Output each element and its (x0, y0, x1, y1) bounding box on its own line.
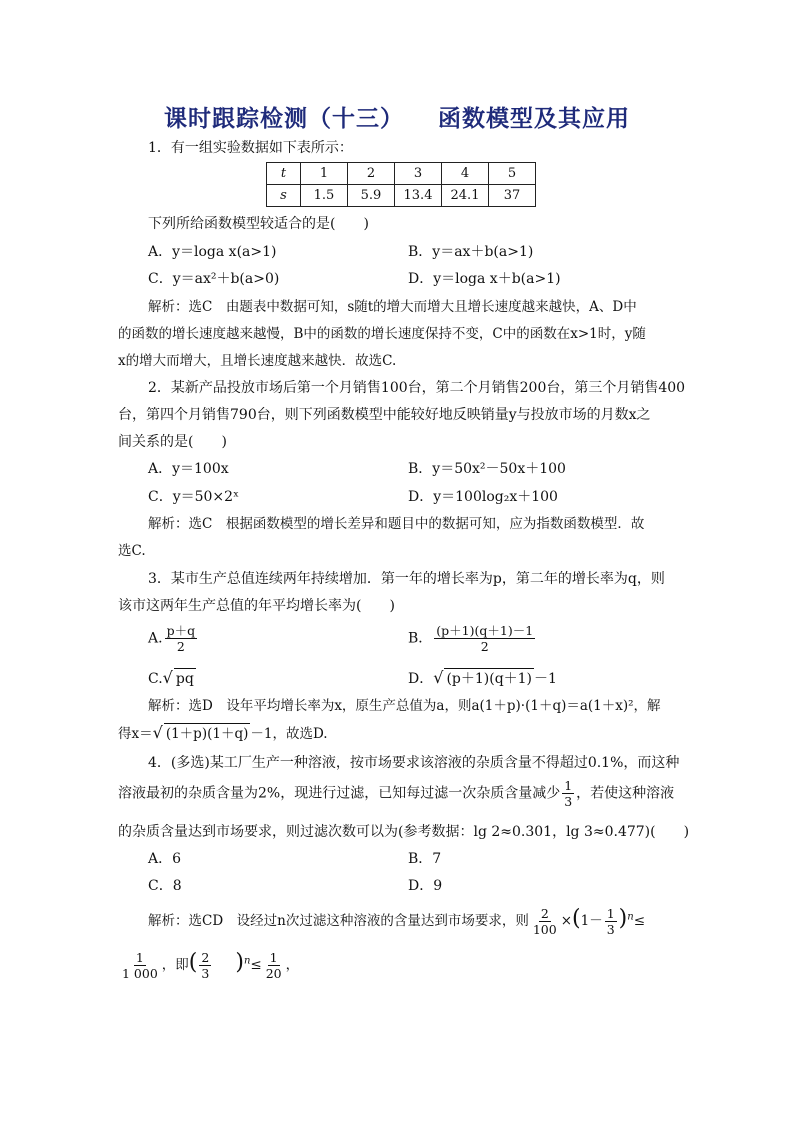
table-cell: 1.5 (301, 185, 348, 207)
q3-line2: 该市这两年生产总值的年平均增长率为( ) (118, 598, 395, 614)
sqrt-icon: √ (433, 668, 444, 687)
answer-text: 得x＝ (118, 726, 153, 742)
q4-answer-line1: 解析：选CD 设经过n次过滤这种溶液的含量达到市场要求，则 $\frac{2}{100}$ ×(1－ $\frac{1}{3}$ )$^n$≤ (148, 906, 646, 937)
sqrt-icon: √ (162, 668, 173, 687)
q2-line2: 台，第四个月销售790台，则下列函数模型中能较好地反映销量y与投放市场的月数x之 (118, 407, 651, 423)
q2-line3: 间关系的是( ) (118, 434, 227, 450)
denominator: 1 000 (122, 966, 158, 981)
numerator: 2 (540, 906, 549, 921)
q4-option-a: A．6 (148, 851, 182, 867)
answer-text: ≤ (250, 957, 262, 973)
paren-open-icon: ( (572, 906, 581, 931)
table-cell: 24.1 (442, 185, 489, 207)
denominator: 2 (480, 639, 489, 654)
table-row-s (267, 185, 536, 207)
answer-text: ，即 (161, 957, 189, 973)
table-cell: t (267, 163, 301, 185)
denominator: 3 (606, 922, 615, 937)
option-label: B． (408, 630, 433, 647)
q1-stem: 1．有一组实验数据如下表所示： (148, 140, 353, 156)
denominator: 3 (564, 794, 573, 809)
numerator: p＋q (166, 623, 196, 638)
page-title (0, 100, 794, 133)
q2-answer-line2: 选C. (118, 543, 146, 559)
q3-answer-line1: 解析：选D 设年平均增长率为x，原生产总值为a，则a(1＋p)·(1＋q)＝a(1＋x)²，解 (148, 698, 661, 714)
title-part1: 课时跟踪检测（十三） (164, 106, 404, 132)
radicand: (p＋1)(q＋1) (444, 668, 534, 689)
fraction (531, 906, 559, 937)
table-row-t (267, 163, 536, 185)
radicand: pq (174, 668, 196, 689)
numerator: 2 (201, 950, 210, 965)
paren-close-icon: ) (618, 906, 628, 931)
table-cell: 1 (301, 163, 348, 185)
fraction (165, 623, 198, 654)
fraction (434, 623, 535, 654)
fraction (199, 950, 211, 981)
q4-option-b: B．7 (408, 851, 442, 867)
table-cell: s (267, 185, 301, 207)
table-cell: 4 (442, 163, 489, 185)
q4-option-d: D．9 (408, 878, 443, 894)
q1-answer-line1: 解析：选C 由题表中数据可知，s随t的增大而增大且增长速度越来越快，A、D中 (148, 299, 637, 315)
times-sign: × (560, 913, 573, 929)
numerator: 1 (135, 950, 144, 965)
option-label: D． (408, 671, 434, 687)
q2-line1: 2．某新产品投放市场后第一个月销售100台，第二个月销售200台，第三个月销售400 (148, 380, 686, 396)
q4-line3: 的杂质含量达到市场要求，则过滤次数可以为(参考数据：lg 2≈0.301，lg 3≈0.477)( ) (118, 824, 690, 840)
q2-option-a: A．y＝100x (148, 461, 229, 477)
q1-answer-line2: 的函数的增长速度越来越慢，B中的函数的增长速度保持不变，C中的函数在x>1时，y随 (118, 326, 646, 342)
q1-option-d: D．y＝loga x＋b(a>1) (408, 271, 561, 287)
q4-line2 (118, 778, 674, 809)
q1-option-a: A．y＝loga x(a>1) (148, 244, 277, 260)
answer-text: 解析：选CD 设经过n次过滤这种溶液的含量达到市场要求，则 (148, 913, 529, 929)
q3-answer-line2 (118, 723, 328, 744)
q1-data-table (266, 162, 536, 207)
table-cell: 37 (489, 185, 536, 207)
fraction (264, 950, 284, 981)
q2-option-b: B．y＝50x²－50x＋100 (408, 461, 566, 477)
radicand: (1＋p)(1＋q) (164, 723, 251, 744)
option-label: A. (148, 630, 163, 647)
numerator: 1 (606, 906, 615, 921)
q1-option-c: C．y＝ax²＋b(a>0) (148, 271, 280, 287)
denominator: 20 (265, 966, 282, 981)
numerator: 1 (269, 950, 278, 965)
title-part2: 函数模型及其应用 (438, 106, 630, 132)
table-cell: 13.4 (395, 185, 442, 207)
option-tail: －1 (534, 671, 557, 687)
fraction (120, 950, 160, 981)
q2-option-d: D．y＝100log₂x＋100 (408, 489, 558, 505)
question-text: 溶液最初的杂质含量为2%，现进行过滤，已知每过滤一次杂质含量减少 (118, 785, 561, 802)
sqrt-icon: √ (152, 723, 163, 742)
q3-option-b (408, 623, 537, 654)
table-cell: 5 (489, 163, 536, 185)
q4-option-c: C．8 (148, 878, 182, 894)
q3-option-a (148, 623, 199, 654)
option-label: C. (148, 671, 163, 687)
table-cell: 2 (348, 163, 395, 185)
denominator: 100 (532, 922, 557, 937)
denominator: 3 (201, 966, 210, 981)
table-cell: 3 (395, 163, 442, 185)
q2-option-c: C．y＝50×2ˣ (148, 489, 240, 505)
q1-answer-line3: x的增大而增大，且增长速度越来越快．故选C. (118, 353, 397, 369)
q1-option-b: B．y＝ax＋b(a>1) (408, 244, 534, 260)
fraction (605, 906, 617, 937)
q3-option-c (148, 668, 196, 689)
answer-text: ， (285, 957, 300, 973)
q1-prompt: 下列所给函数模型较适合的是( ) (148, 216, 369, 232)
answer-text: －1，故选D. (250, 726, 328, 742)
numerator: (p＋1)(q＋1)－1 (436, 623, 534, 638)
table-cell: 5.9 (348, 185, 395, 207)
q3-option-d (408, 668, 557, 689)
q4-answer-line2: $\frac{1}{1 000}$ ，即( $\frac{2}{3}$ )$^n$≤ $\frac{1}{20}$ ， (122, 950, 300, 981)
numerator: 1 (564, 778, 573, 793)
answer-text: ≤ (633, 913, 646, 929)
fraction (562, 778, 574, 809)
paren-close-icon: ) (235, 950, 244, 975)
q2-answer-line1: 解析：选C 根据函数模型的增长差异和题目中的数据可知，应为指数函数模型．故 (148, 516, 645, 532)
question-text: ，若使这种溶液 (576, 785, 675, 802)
q3-line1: 3．某市生产总值连续两年持续增加．第一年的增长率为p，第二年的增长率为q，则 (148, 571, 665, 587)
q4-line1: 4．(多选)某工厂生产一种溶液，按市场要求该溶液的杂质含量不得超过0.1%，而这种 (148, 755, 680, 771)
denominator: 2 (176, 639, 185, 654)
paren-open-icon: ( (188, 950, 198, 975)
